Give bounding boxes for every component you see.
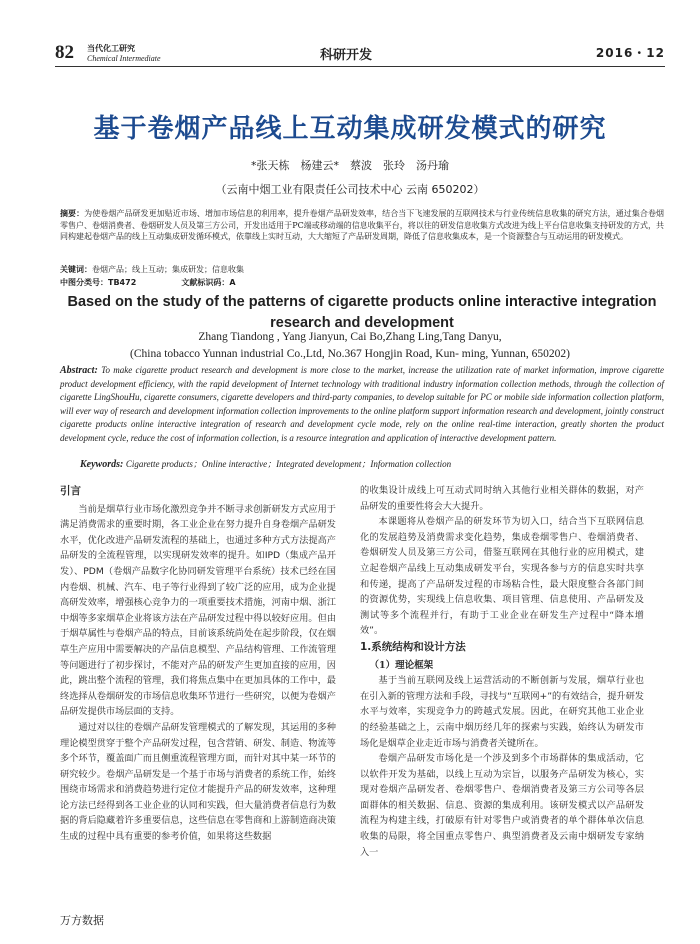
paragraph: 的收集设计成线上可互动式同时纳入其他行业相关群体的数据，对产品研发的重要性将会大大提升。 xyxy=(360,485,644,512)
paper-title: 基于卷烟产品线上互动集成研发模式的研究 xyxy=(93,114,607,144)
paragraph: 本课题将从卷烟产品的研发环节为切入口，结合当下互联网信息化的发展趋势及消费需求变化趋势，集成卷烟零售户、卷烟消费者、卷烟研发人员及第三方公司，借鉴互联网在其他行业的应用模式，建立起卷烟产品线上互动集成研发平台，实现各参与方的信息实时共享和传递，提高了产品研发过程的市场粘合性，最大限度整合各部门间的资源优势，实现线上信息收集、项目管理、信息使用、产品研发及测试等多个流程并行，有助于工业企业在研发生产过程中“降本增效”。 xyxy=(360,516,644,637)
footer-watermark: 万方数据 xyxy=(60,914,104,927)
subsection-heading-1-1: （1）理论框架 xyxy=(369,659,434,671)
keywords-cn xyxy=(60,264,244,275)
english-abstract-label: Abstract xyxy=(60,365,95,376)
english-abstract-text: To make cigarette product research and development is more close to the market, increase the utilization rate of market information, improve cigarette product development efficiency, with the rapid development of Internet technology with traditional industry information collection methods, through the collection of cigarette LingShouHu, cigarette consumers, cigarette developers and third-party companies, to develop suitable for PC or mobile side information collection platform, will ever way of research and development information collection improvements to the online platform support information research and development, jointly construct cigarette products online interactive integration of research and development cycle mode, rely on the online real-time interaction, greatly shorten the product development cycle, reduce the cost of information collection, is a resource integration and application of interactive development pattern. xyxy=(60,365,664,443)
body-column-left xyxy=(60,483,336,845)
paragraph: 基于当前互联网及线上运营活动的不断创新与发展，烟草行业也在引入新的管理方法和手段，寻找与“互联网+”的有效结合，提升研发水平与效率，实现竞争力的跨越式发展。因此，在研究其他工业企业的经验基础之上，云南中烟历经几年的探索与实践，始终认为研发市场化是烟草企业走近市场与消费者关键所在。 xyxy=(360,675,644,749)
section-heading: 科研开发 xyxy=(320,48,373,63)
doc-code-label: 文献标识码： xyxy=(181,278,230,287)
english-keywords-label: Keywords xyxy=(80,459,120,470)
classification-label: 中图分类号： xyxy=(60,278,108,287)
doc-code-value: A xyxy=(229,278,236,287)
abstract-cn-label: 摘要： xyxy=(60,209,85,218)
english-abstract: Abstract: To make cigarette product research and development is more close to the market, increase the utilization rate of market information, improve cigarette product development efficiency, with the rapid development of Internet technology with traditional industry information collection methods, through the collection of cigarette LingShouHu, cigarette consumers, cigarette developers and third-party companies, to develop suitable for PC or mobile side information collection platform, will ever way of research and development information collection improvements to the online platform support information research and development, jointly construct cigarette products online interactive integration of research and development cycle mode, rely on the online real-time interaction, greatly shorten the product development cycle, reduce the cost of information collection, is a resource integration and application of interactive development pattern. xyxy=(60,365,664,443)
abstract-cn-text: 为使卷烟产品研发更加贴近市场、增加市场信息的利用率，提升卷烟产品研发效率，结合当下飞速发展的互联网技术与行业传统信息收集的研究方法，通过集合卷烟零售户、卷烟消费者、卷烟研发人员及第三方公司，开发出适用于PC端或移动端的信息收集平台，将以往的研发信息收集方式改进为线上平台信息收集支持研发的方式，共同构建起卷烟产品的线上互动集成研发循环模式，依靠线上实时互动，大大缩短了产品研发周期，降低了信息收集成本，是一个资源整合与互动运用的研发模式。 xyxy=(60,209,665,242)
keywords-cn-label: 关键词： xyxy=(60,265,92,274)
affiliation: （云南中烟工业有限责任公司技术中心 云南 650202） xyxy=(215,183,485,196)
abstract-cn xyxy=(60,208,664,243)
paragraph: 卷烟产品研发市场化是一个涉及到多个市场群体的集成活动，它以软件开发为基础，以线上互动为宗旨，以服务产品研发为核心，实现对卷烟产品研发者、卷烟零售户、卷烟消费者及第三方公司等各层面群体的相关数据、信息、资源的集成利用。该研发模式以产品研发流程为构建主线，打破原有针对零售户或消费者的单个群体单次信息收集的局限，将全国重点零售户、典型消费者及云南中烟研发专家纳入一 xyxy=(360,753,644,858)
english-keywords-text: Cigarette products；Online interactive；Integrated development；Information collection xyxy=(125,459,452,469)
author-list: *张天栋 杨建云* 蔡波 张玲 汤丹瑜 xyxy=(251,159,449,172)
classification-line xyxy=(60,277,236,288)
english-title: Based on the study of the patterns of cigarette products online interactive integration research and development xyxy=(67,294,657,331)
page-number: 82 xyxy=(55,42,74,63)
journal-name-en: Chemical Intermediate xyxy=(87,54,161,63)
paragraph: 当前是烟草行业市场化激烈竞争并不断寻求创新研发方式应用于满足消费需求的重要时期，各工业企业在努力提升自身卷烟产品研发水平，优化改进产品研发流程的基础上，也通过多种方式方法提高产品研发的全流程管理，以实现研发效率的提升。如IPD（集成产品开发）、PDM（卷烟产品数字化协同研发管理平台系统）技术已经在国内卷烟、机械、汽车、电子等行业得到了较广泛的应用，成为企业提高研发效率，增强核心竞争力的一项重要技术措施，河南中烟、浙江中烟等多家烟草企业将该方法在产品研发过程中得以较好应用。但由于烟草属性与卷烟产品的特点，目前该系统尚处在起步阶段，仅在烟草生产应用中需要解决的产品信息模型、产品结构管理、工作流管理等问题进行了初步探讨，不能对产品的研发产生更加直接的应用，因此，跳出整个流程的管理，我们将焦点集中在更加具体的工作中，最终选择从卷烟研发的市场信息收集环节进行一些研究，以便为卷烟产品研发提供市场层面的支持。 xyxy=(60,503,336,718)
issue-label: 2016・12 xyxy=(595,46,665,60)
journal-name xyxy=(87,44,161,64)
english-affiliation: (China tobacco Yunnan industrial Co.,Ltd, No.367 Hongjin Road, Kun- ming, Yunnan, 650202) xyxy=(130,348,570,360)
body-column-right xyxy=(360,483,644,860)
section-heading-intro: 引言 xyxy=(60,485,81,497)
journal-name-cn: 当代化工研究 xyxy=(87,44,135,53)
paragraph: 通过对以往的卷烟产品研发管理模式的了解发现，其运用的多种理论模型贯穿于整个产品研发过程，包含营销、研发、制造、物流等多个环节，覆盖面广而且侧重流程管理方面，而针对其中某一环节的研究较少。卷烟产品研发是一个基于市场与消费者的系统工作，始终围绕市场需求和消费趋势进行定位才能提升产品的研发效率，这种理论方法已经得到各工业企业的认同和实践，但大量消费者信息行为数据的背后隐藏着许多重要信息，这些信息在零售商和上游制造商决策生成的过程中具有重要的参考价值，如果将这些数据 xyxy=(60,721,336,843)
english-keywords: Keywords: Cigarette products；Online interactive；Integrated development；Information collection xyxy=(80,459,452,470)
section-heading-1: 1.系统结构和设计方法 xyxy=(360,640,466,653)
header-divider xyxy=(55,66,665,67)
classification-value: TB472 xyxy=(108,278,137,287)
english-authors: Zhang Tiandong , Yang Jianyun, Cai Bo,Zhang Ling,Tang Danyu, xyxy=(198,331,502,343)
keywords-cn-text: 卷烟产品；线上互动；集成研发；信息收集 xyxy=(92,265,244,274)
